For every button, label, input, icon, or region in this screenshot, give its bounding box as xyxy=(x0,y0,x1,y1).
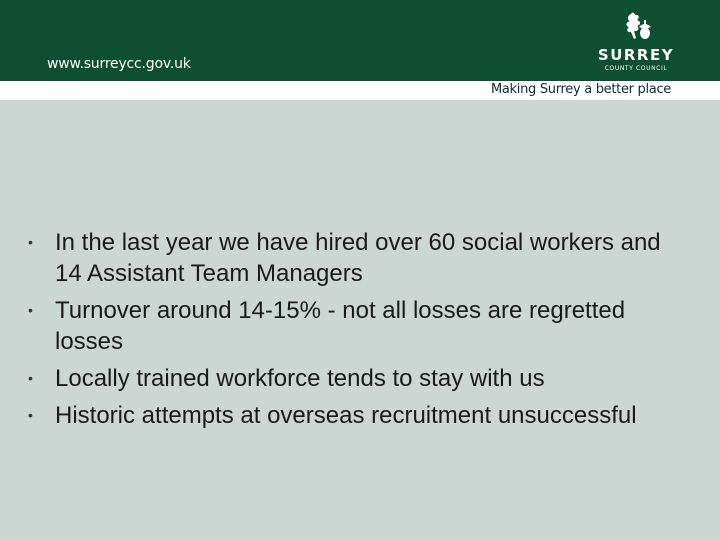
bullet-dot: • xyxy=(28,407,33,423)
tagline-text: Making Surrey a better place xyxy=(490,82,671,97)
bullet-dot: • xyxy=(28,234,33,250)
logo-wordmark: SURREY xyxy=(597,46,675,64)
site-url-text: www.surreycc.gov.uk xyxy=(47,56,191,72)
bullet-text: Locally trained workforce tends to stay with us xyxy=(55,365,545,392)
bullet-item xyxy=(28,363,678,394)
bullet-item xyxy=(28,227,678,289)
bullet-text: Turnover around 14-15% - not all losses are regretted losses xyxy=(55,297,626,355)
bullet-dot: • xyxy=(28,302,33,318)
bullet-dot: • xyxy=(28,370,33,386)
bullet-item xyxy=(28,400,678,431)
logo-subtitle: COUNTY COUNCIL xyxy=(604,65,668,72)
bullet-text: In the last year we have hired over 60 social workers and 14 Assistant Team Managers xyxy=(55,229,661,287)
bullet-item xyxy=(28,295,678,357)
bullet-text: Historic attempts at overseas recruitment unsuccessful xyxy=(55,402,637,429)
tagline-strip xyxy=(0,81,720,100)
bullet-list xyxy=(28,227,678,437)
